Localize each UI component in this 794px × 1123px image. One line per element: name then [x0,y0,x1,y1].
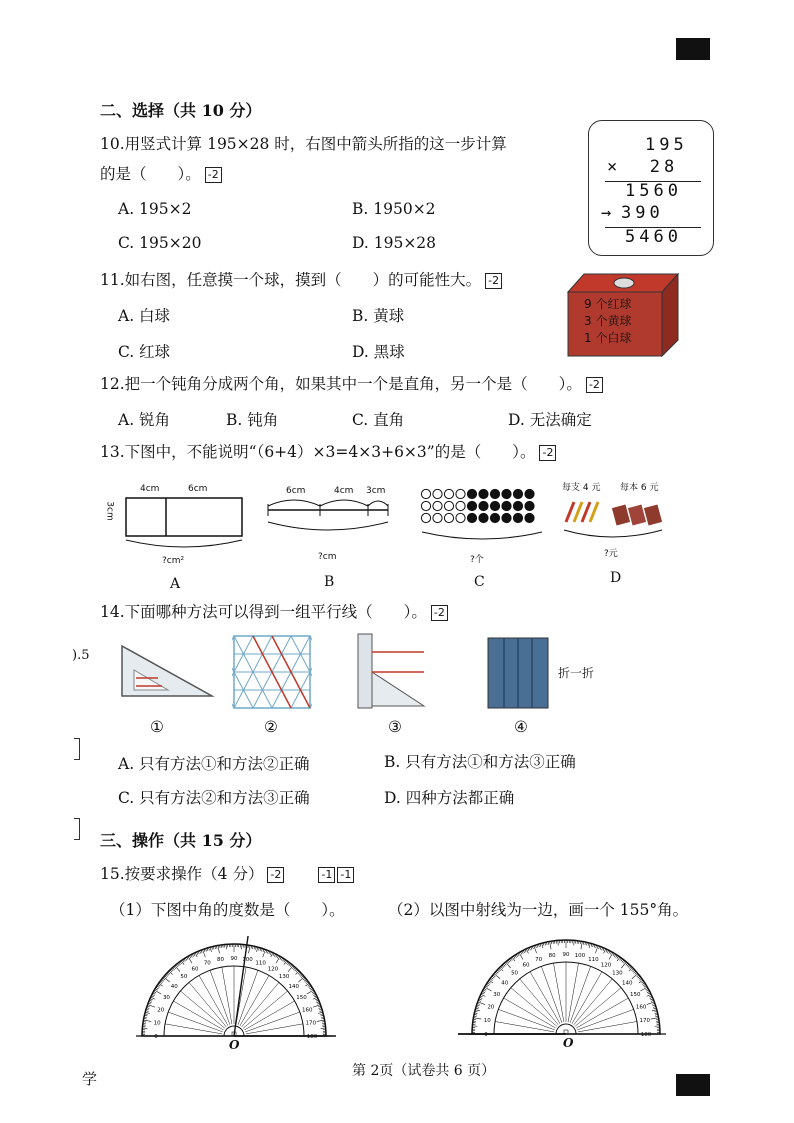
protractor-mark: 110 [588,956,599,963]
corner-mark-top [676,38,710,60]
protractor-mark: 180 [640,1032,652,1038]
ball-box-label [584,296,631,347]
option-b[interactable]: B. 1950×2 [352,200,436,218]
protractor-mark: 180 [306,1034,318,1040]
dot [513,501,522,510]
sub-question-2: （2）以图中射线为一边，画一个 155°角。 [388,901,689,919]
protractor-mark: 20 [157,1007,165,1014]
method-label: ④ [514,718,528,736]
calc-row: 390 [621,203,664,223]
score-mark: -2 [267,867,284,883]
score-mark: -1 [318,867,335,883]
dot [433,501,442,510]
protractor-mark: 130 [612,970,623,977]
dot [421,513,430,522]
dot [456,513,465,522]
calc-row: 195 [645,135,688,155]
sub-question-1: （1）下图中角的度数是（ ）。 [110,901,345,919]
dot [467,501,476,510]
fig-d-label: 每支 4 元 [562,483,601,493]
method-label: ② [264,718,278,736]
question-text: 11.如右图，任意摸一个球，摸到（ ）的可能性大。 -2 [100,268,502,290]
protractor-mark: 120 [600,962,612,969]
dot [490,501,499,510]
dot [433,489,442,498]
brace [422,532,542,539]
protractor-mark: 60 [191,966,199,973]
dot [456,501,465,510]
footer-left: 学 [82,1070,98,1088]
dot [513,489,522,498]
fig-a-bottom: ?cm² [162,556,185,566]
dot [479,489,488,498]
fig-b-bottom: ?cm [318,552,337,562]
dot [467,489,476,498]
option-c[interactable]: C. 直角 [352,411,405,429]
center-label: O [229,1038,240,1052]
dot [467,513,476,522]
calc-row: × 28 [607,157,679,177]
protractor-1 [130,936,350,1056]
protractor-mark: 50 [180,974,188,981]
dot [525,501,534,510]
fig-d-bottom: ?元 [604,549,618,559]
option-d[interactable]: D. 无法确定 [508,411,592,429]
option-c[interactable]: C. 红球 [118,343,171,361]
fig-b-letter: B [324,574,335,590]
protractor-mark: 140 [622,980,633,987]
vertical-multiplication-box [588,120,714,256]
left-margin-mark: ).5 [72,648,90,663]
protractor-mark: 50 [511,970,519,977]
box-line: 9 个红球 [584,297,632,311]
fig-b-label: 3cm [366,486,386,496]
protractor-mark: 40 [170,983,178,990]
dot [444,501,453,510]
option-a[interactable]: A. 195×2 [118,200,192,218]
protractor-mark: 20 [487,1004,495,1011]
dot [490,489,499,498]
score-mark: -2 [205,167,222,183]
protractor-mark: 160 [302,1007,313,1014]
dot [456,489,465,498]
protractor-mark: 150 [630,992,641,998]
option-c[interactable]: C. 195×20 [118,234,202,252]
protractor-mark: 140 [288,983,300,990]
dot [525,489,534,498]
protractor-mark: 60 [522,962,530,969]
dot [502,489,511,498]
fig-a-side: 3cm [104,501,115,521]
option-a[interactable]: A. 锐角 [118,411,171,429]
score-mark: -2 [431,605,448,621]
question-text: 13.下图中，不能说明“（6+4）×3=4×3+6×3”的是（ ）。 -2 [100,440,556,462]
question-text: 的是（ ）。 -2 [100,162,222,184]
option-a[interactable]: A. 白球 [118,307,171,325]
option-d[interactable]: D. 195×28 [352,234,437,252]
option-c[interactable]: C. 只有方法②和方法③正确 [118,789,310,807]
option-a[interactable]: A. 只有方法①和方法②正确 [118,755,310,773]
protractor-mark: 120 [267,966,279,973]
protractor-mark: 130 [278,974,290,981]
method-1-triangle [118,640,218,700]
option-d[interactable]: D. 四种方法都正确 [384,789,515,807]
dot [513,513,522,522]
figure-a-rectangle [110,480,260,560]
score-mark: -1 [337,867,354,883]
protractor-mark: 0 [154,1034,158,1040]
protractor-mark: 40 [501,980,509,987]
fig-b-label: 4cm [334,486,354,496]
dot [502,501,511,510]
dot [444,489,453,498]
arrow-icon: → [601,203,612,223]
dot [479,513,488,522]
left-bracket [74,818,80,840]
dot [479,501,488,510]
protractor-mark: 100 [574,953,586,960]
protractor-mark: 80 [548,953,556,960]
protractor-mark: 100 [242,957,253,964]
protractor-mark: 10 [483,1018,491,1025]
section-title: 二、选择（共 10 分） [100,101,262,120]
protractor-mark: 170 [639,1018,651,1025]
figure-c-dots [418,480,548,560]
option-d[interactable]: D. 黑球 [352,343,405,361]
fig-c-letter: C [474,574,485,590]
fig-a-letter: A [170,576,181,592]
question-text: 12.把一个钝角分成两个角，如果其中一个是直角，另一个是（ ）。 -2 [100,372,603,394]
protractor-mark: 30 [162,995,170,1001]
option-b[interactable]: B. 钝角 [226,411,279,429]
method-label: ③ [388,718,402,736]
protractor-mark: 70 [535,956,543,963]
fig-a-label: 6cm [188,484,208,494]
protractor-mark: 80 [216,957,224,964]
fig-d-label: 每本 6 元 [620,483,659,493]
protractor-mark: 0 [484,1032,488,1038]
option-b[interactable]: B. 只有方法①和方法③正确 [384,753,576,771]
calc-row: 1560 [625,181,682,201]
question-text: 14.下面哪种方法可以得到一组平行线（ ）。 -2 [100,600,448,622]
method-label: ① [150,718,164,736]
protractor-mark: 90 [230,956,238,962]
box-line: 3 个黄球 [584,314,632,328]
score-mark: -2 [539,445,556,461]
section-title: 三、操作（共 15 分） [100,831,262,850]
fig-d-letter: D [610,570,622,586]
score-mark: -2 [485,273,502,289]
protractor-mark: 30 [493,992,501,998]
dot [525,513,534,522]
method-4-folded-paper [486,636,550,710]
calc-row: 5460 [625,227,682,247]
page-footer: 第 2页（试卷共 6 页） [352,1063,496,1079]
method-3-ruler [354,632,434,710]
protractor-mark: 10 [153,1020,161,1027]
dot [421,501,430,510]
left-bracket [74,738,80,760]
dot [490,513,499,522]
box-line: 1 个白球 [584,331,632,345]
question-text: 10.用竖式计算 195×28 时，右图中箭头所指的这一步计算 [100,135,507,153]
score-mark: -2 [586,377,603,393]
method-2-grid [232,634,312,710]
protractor-mark: 90 [562,952,570,958]
dot [502,513,511,522]
protractor-mark: 70 [203,960,211,967]
question-text: 15.按要求操作（4 分） -2 -1 -1 [100,862,354,884]
fig-b-label: 6cm [286,486,306,496]
dot [444,513,453,522]
option-b[interactable]: B. 黄球 [352,307,405,325]
center-label: O [563,1036,574,1050]
protractor-mark: 170 [305,1020,317,1027]
dot [433,513,442,522]
protractor-mark: 110 [255,960,266,967]
dot [421,489,430,498]
protractor-mark: 160 [635,1004,647,1011]
protractor-mark: 150 [296,995,307,1001]
fig-c-bottom: ?个 [470,555,484,565]
fold-label: 折一折 [558,666,595,680]
corner-mark-bottom [676,1074,710,1096]
protractor-2 [452,936,672,1056]
fig-a-label: 4cm [140,484,160,494]
